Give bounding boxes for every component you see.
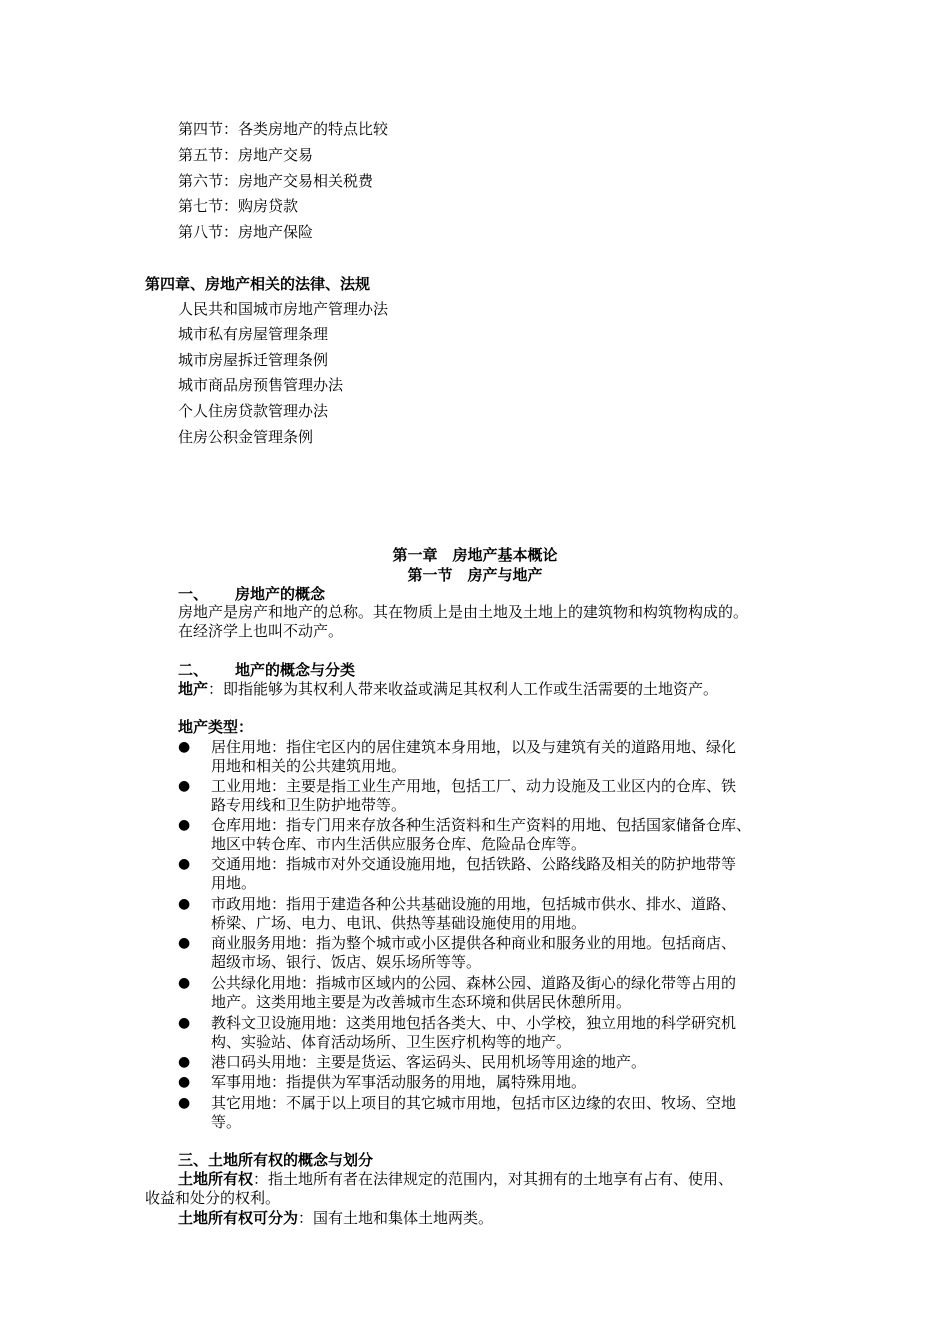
heading-number: 二、 — [178, 661, 209, 679]
toc-item: 第八节：房地产保险 — [178, 223, 314, 241]
heading-text: 三、土地所有权的概念与划分 — [178, 1151, 374, 1169]
list-item-line: 商业服务用地：指为整个城市或小区提供各种商业和服务业的用地。包括商店、 — [211, 934, 737, 952]
definition-label: 土地所有权 — [178, 1170, 254, 1188]
bullet-icon: ● — [178, 778, 191, 794]
definition-label: 土地所有权可分为 — [178, 1209, 299, 1227]
bullet-icon: ● — [178, 935, 191, 951]
heading-text: 地产的概念与分类 — [235, 661, 356, 679]
list-item-line: 用地。 — [211, 874, 257, 892]
bullet-icon: ● — [178, 975, 191, 991]
definition-text: ：国有土地和集体土地两类。 — [298, 1209, 494, 1227]
toc-item: 第五节：房地产交易 — [178, 146, 314, 164]
list-item-line: 居住用地：指住宅区内的居住建筑本身用地，以及与建筑有关的道路用地、绿化 — [211, 738, 737, 756]
list-item-line: 地区中转仓库、市内生活供应服务仓库、危险品仓库等。 — [211, 835, 587, 853]
list-item-line: 桥梁、广场、电力、电讯、供热等基础设施使用的用地。 — [211, 914, 587, 932]
list-item-line: 构、实验站、体育活动场所、卫生医疗机构等的地产。 — [211, 1033, 572, 1051]
list-item-line: 等。 — [211, 1113, 242, 1131]
types-label: 地产类型： — [178, 718, 254, 736]
list-item-line: 教科文卫设施用地：这类用地包括各类大、中、小学校，独立用地的科学研究机 — [211, 1014, 737, 1032]
bullet-icon: ● — [178, 1074, 191, 1090]
paragraph-line: 在经济学上也叫不动产。 — [178, 622, 344, 640]
law-item: 城市私有房屋管理条理 — [178, 325, 329, 343]
bullet-icon: ● — [178, 1015, 191, 1031]
definition-line — [178, 679, 718, 699]
section-title: 第一节 房产与地产 — [407, 566, 543, 584]
law-item: 个人住房贷款管理办法 — [178, 402, 329, 420]
list-item-line: 路专用线和卫生防护地带等。 — [211, 796, 407, 814]
list-item-line: 公共绿化用地：指城市区域内的公园、森林公园、道路及街心的绿化带等占用的 — [211, 974, 737, 992]
law-item: 城市房屋拆迁管理条例 — [178, 351, 329, 369]
definition-line — [178, 1169, 733, 1189]
toc-item: 第四节：各类房地产的特点比较 — [178, 120, 389, 138]
bullet-icon: ● — [178, 856, 191, 872]
toc-item: 第六节：房地产交易相关税费 — [178, 172, 374, 190]
list-item-line: 港口码头用地：主要是货运、客运码头、民用机场等用途的地产。 — [211, 1053, 647, 1071]
list-item-line: 地产。这类用地主要是为改善城市生态环境和供居民休憩所用。 — [211, 993, 632, 1011]
toc-item: 第七节：购房贷款 — [178, 197, 299, 215]
bullet-icon: ● — [178, 739, 191, 755]
paragraph-line: 房地产是房产和地产的总称。其在物质上是由土地及土地上的建筑物和构筑物构成的。 — [178, 603, 749, 621]
bullet-icon: ● — [178, 896, 191, 912]
definition-line — [178, 1208, 493, 1228]
list-item-line: 市政用地：指用于建造各种公共基础设施的用地，包括城市供水、排水、道路、 — [211, 895, 737, 913]
list-item-line: 工业用地：主要是指工业生产用地，包括工厂、动力设施及工业区内的仓库、铁 — [211, 777, 737, 795]
heading-text: 房地产的概念 — [235, 585, 326, 603]
law-item: 住房公积金管理条例 — [178, 428, 314, 446]
list-item-line: 交通用地：指城市对外交通设施用地，包括铁路、公路线路及相关的防护地带等 — [211, 855, 737, 873]
definition-text: ：指土地所有者在法律规定的范围内，对其拥有的土地享有占有、使用、 — [253, 1170, 734, 1188]
definition-text: ：即指能够为其权利人带来收益或满足其权利人工作或生活需要的土地资产。 — [208, 680, 719, 698]
heading-number: 一、 — [178, 585, 209, 603]
chapter4-heading: 第四章、房地产相关的法律、法规 — [145, 275, 371, 293]
definition-label: 地产 — [178, 680, 209, 698]
list-item-line: 用地和相关的公共建筑用地。 — [211, 757, 407, 775]
bullet-icon: ● — [178, 1054, 191, 1070]
list-item-line: 仓库用地：指专门用来存放各种生活资料和生产资料的用地、包括国家储备仓库、 — [211, 816, 752, 834]
bullet-icon: ● — [178, 817, 191, 833]
list-item-line: 军事用地：指提供为军事活动服务的用地，属特殊用地。 — [211, 1073, 587, 1091]
chapter-title: 第一章 房地产基本概论 — [392, 546, 558, 564]
list-item-line: 超级市场、银行、饭店、娱乐场所等等。 — [211, 953, 482, 971]
list-item-line: 其它用地：不属于以上项目的其它城市用地，包括市区边缘的农田、牧场、空地 — [211, 1094, 737, 1112]
bullet-icon: ● — [178, 1095, 191, 1111]
law-item: 人民共和国城市房地产管理办法 — [178, 300, 389, 318]
law-item: 城市商品房预售管理办法 — [178, 376, 344, 394]
definition-line: 收益和处分的权利。 — [145, 1189, 281, 1207]
